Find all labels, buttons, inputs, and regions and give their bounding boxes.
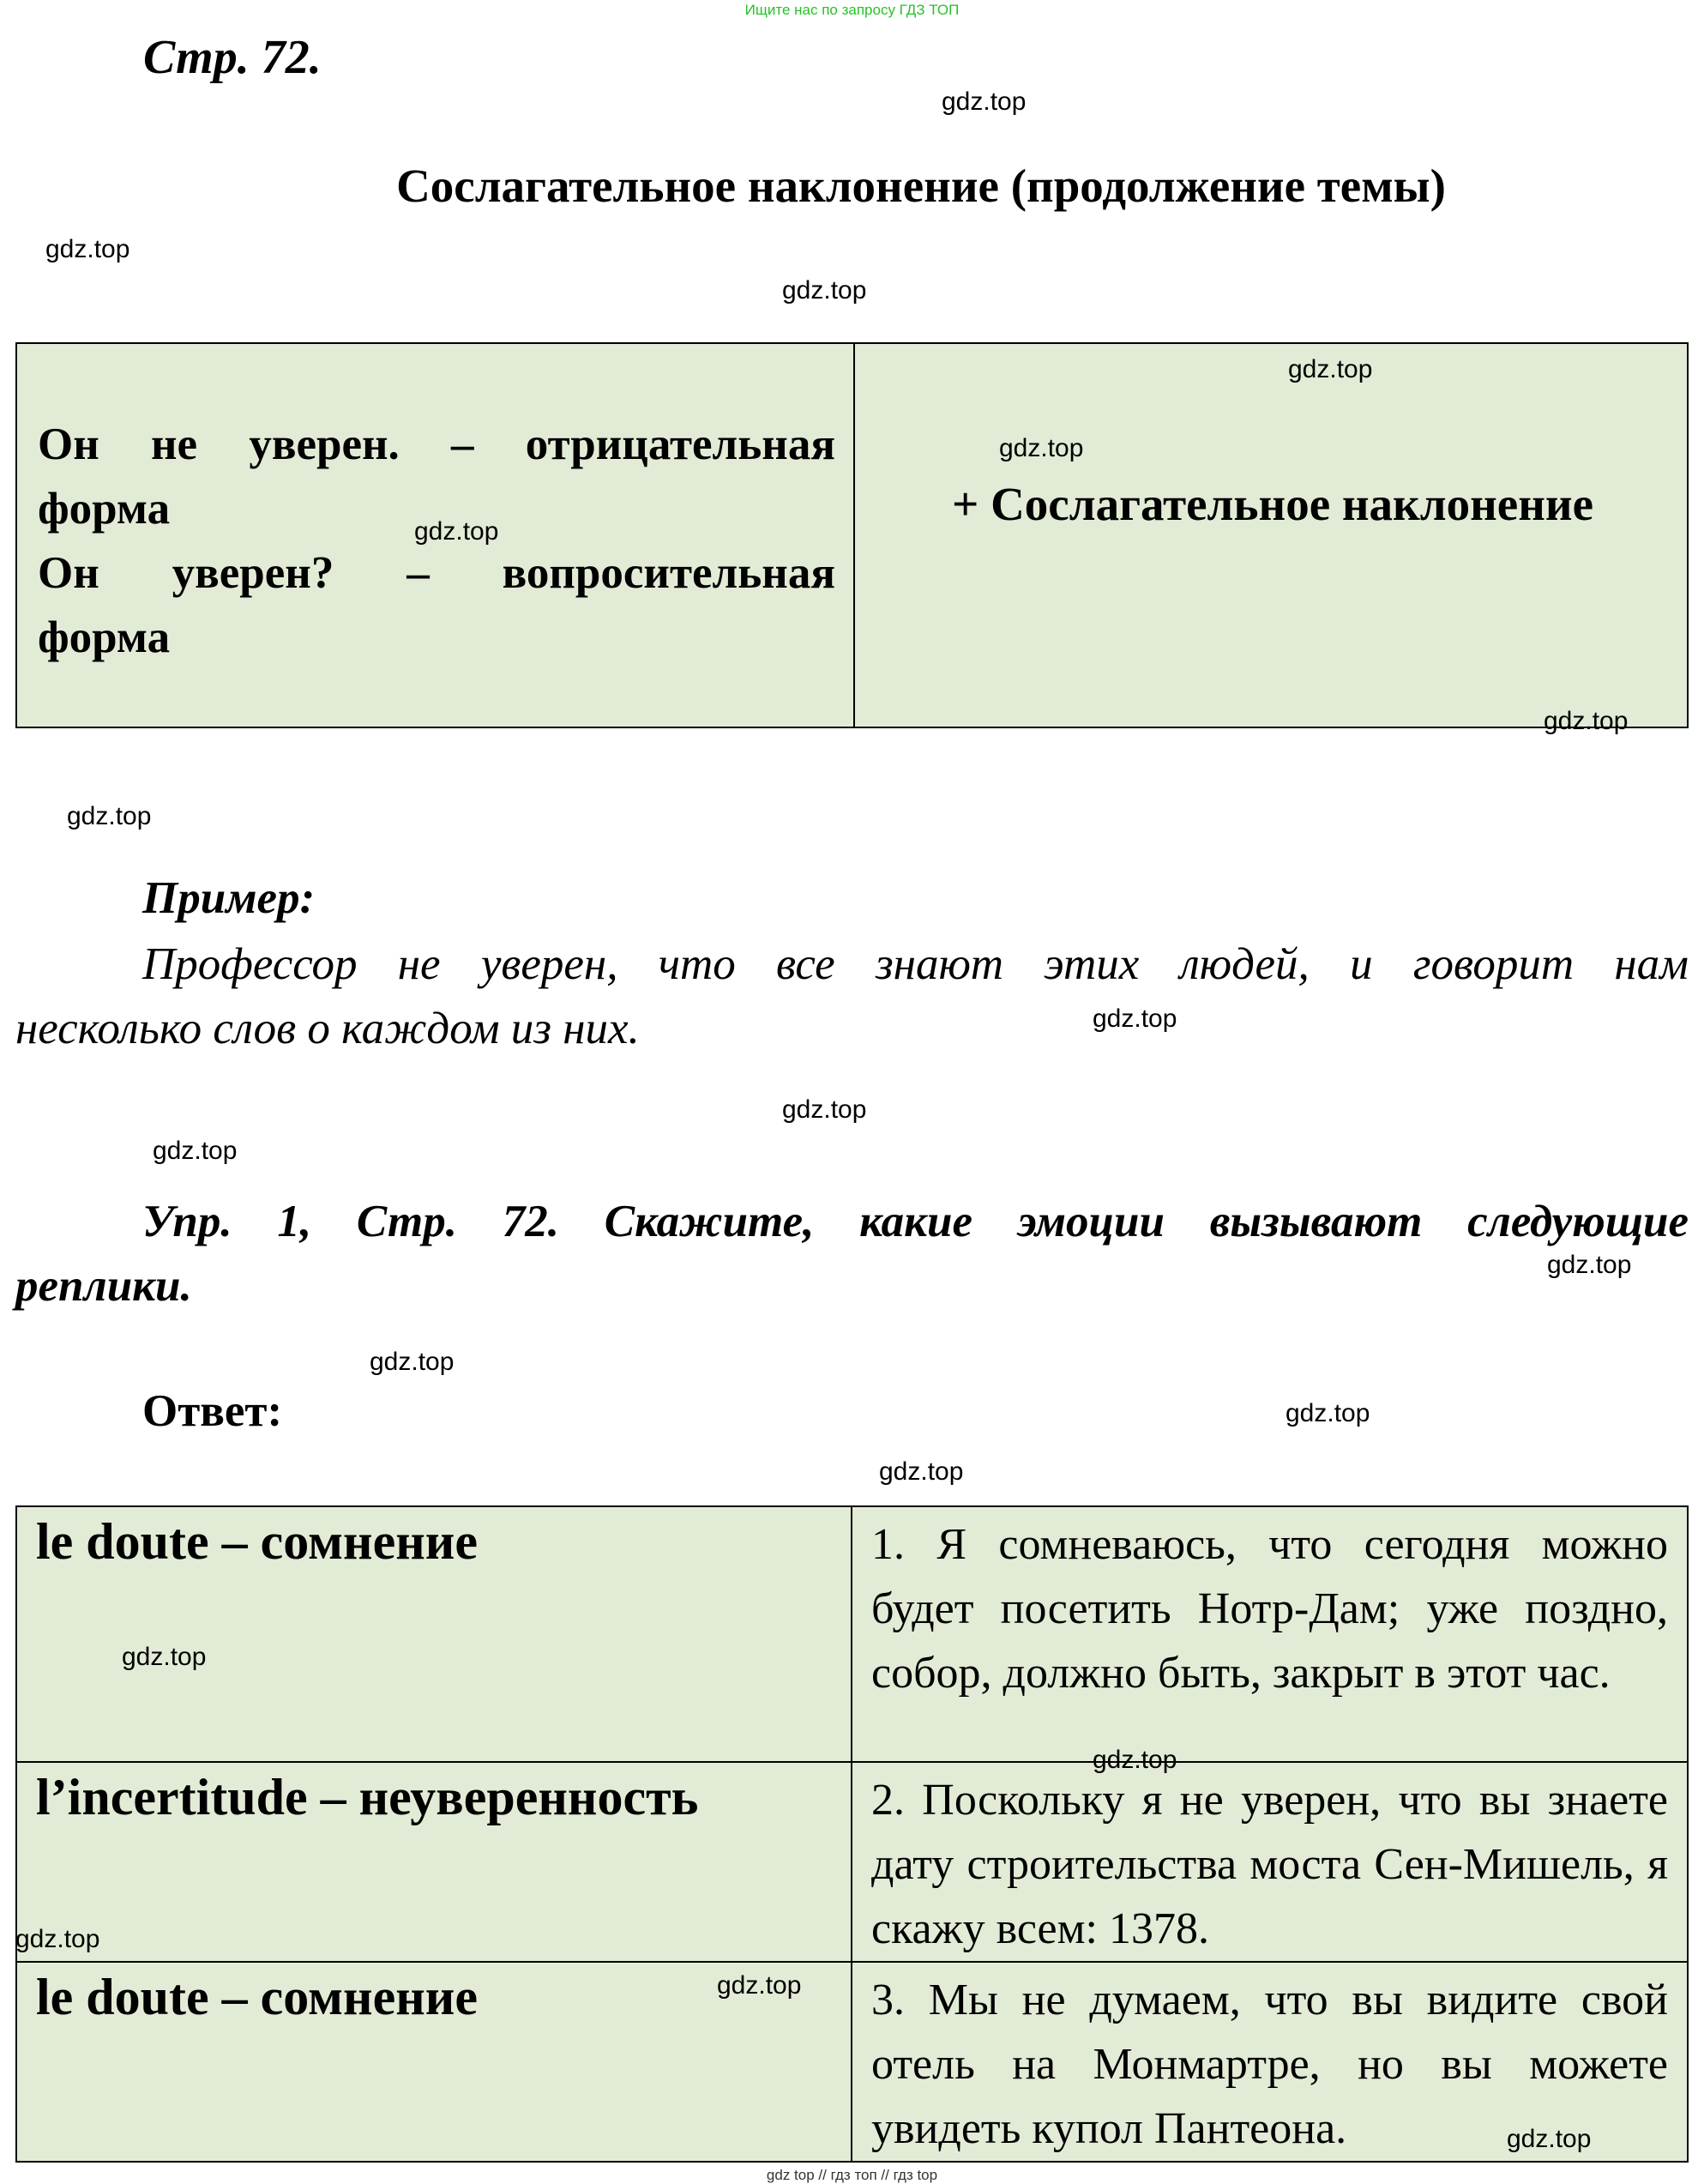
watermark: gdz.top xyxy=(879,1457,964,1486)
watermark: gdz.top xyxy=(1507,2125,1592,2153)
table-divider xyxy=(853,344,855,727)
emotion-cell: l’incertitude – неуверенность xyxy=(16,1762,852,1962)
emotion-cell: le doute – сомнение xyxy=(16,1506,852,1762)
grammar-line: форма xyxy=(38,612,171,662)
page-reference: Стр. 72. xyxy=(143,31,322,84)
grammar-line: Он уверен? – вопросительная xyxy=(38,548,835,598)
top-banner: Ищите нас по запросу ГДЗ ТОП xyxy=(744,2,960,18)
watermark: gdz.top xyxy=(1093,1005,1177,1033)
reply-cell: 1. Я сомневаюсь, что сегодня можно будет посетить Нотр-Дам; уже поздно, собор, должно быть, закрыт в этот час. xyxy=(852,1506,1688,1762)
watermark: gdz.top xyxy=(782,1095,867,1124)
grammar-line: Он не уверен. – отрицательная xyxy=(38,419,835,469)
grammar-table xyxy=(15,342,1689,728)
exercise-heading xyxy=(15,1190,1689,1318)
reply-cell: 3. Мы не думаем, что вы видите свой отель на Монмартре, но вы можете увидеть купол Пантеона. xyxy=(852,1962,1688,2162)
watermark: gdz.top xyxy=(1286,1399,1370,1427)
grammar-line: форма xyxy=(38,484,171,534)
example-line: Профессор не уверен, что все знают этих людей, и говорит нам xyxy=(142,939,1689,989)
watermark: gdz.top xyxy=(1544,707,1629,735)
watermark: gdz.top xyxy=(153,1137,238,1165)
grammar-table-right-cell: + Сослагательное наклонение xyxy=(952,478,1593,530)
watermark: gdz.top xyxy=(1093,1746,1177,1774)
example-text xyxy=(15,932,1689,1061)
watermark: gdz.top xyxy=(45,235,130,263)
bottom-banner: gdz top // гдз топ // гдз top xyxy=(766,2167,938,2183)
emotion-cell: le doute – сомнение xyxy=(16,1962,852,2162)
table-row xyxy=(16,1762,1688,1962)
table-row xyxy=(16,1506,1688,1762)
watermark: gdz.top xyxy=(942,87,1027,116)
watermark: gdz.top xyxy=(67,802,152,830)
watermark: gdz.top xyxy=(370,1348,455,1376)
watermark: gdz.top xyxy=(122,1643,207,1671)
watermark: gdz.top xyxy=(414,517,499,546)
example-label: Пример: xyxy=(142,873,316,923)
table-row xyxy=(16,1962,1688,2162)
exercise-line: реплики. xyxy=(15,1261,192,1311)
page-title: Сослагательное наклонение (продолжение темы) xyxy=(396,160,1446,212)
watermark: gdz.top xyxy=(1547,1251,1632,1279)
answer-table xyxy=(15,1505,1689,2163)
example-line: несколько слов о каждом из них. xyxy=(15,1004,640,1053)
reply-cell: 2. Поскольку я не уверен, что вы знаете дату строительства моста Сен-Мишель, я скажу всем: 1378. xyxy=(852,1762,1688,1962)
watermark: gdz.top xyxy=(782,276,867,305)
exercise-line: Упр. 1, Стр. 72. Скажите, какие эмоции вызывают следующие xyxy=(142,1197,1689,1246)
answer-label: Ответ: xyxy=(142,1386,283,1436)
watermark: gdz.top xyxy=(717,1971,802,2000)
watermark: gdz.top xyxy=(1288,355,1373,383)
watermark: gdz.top xyxy=(999,434,1084,462)
watermark: gdz.top xyxy=(15,1925,100,1953)
